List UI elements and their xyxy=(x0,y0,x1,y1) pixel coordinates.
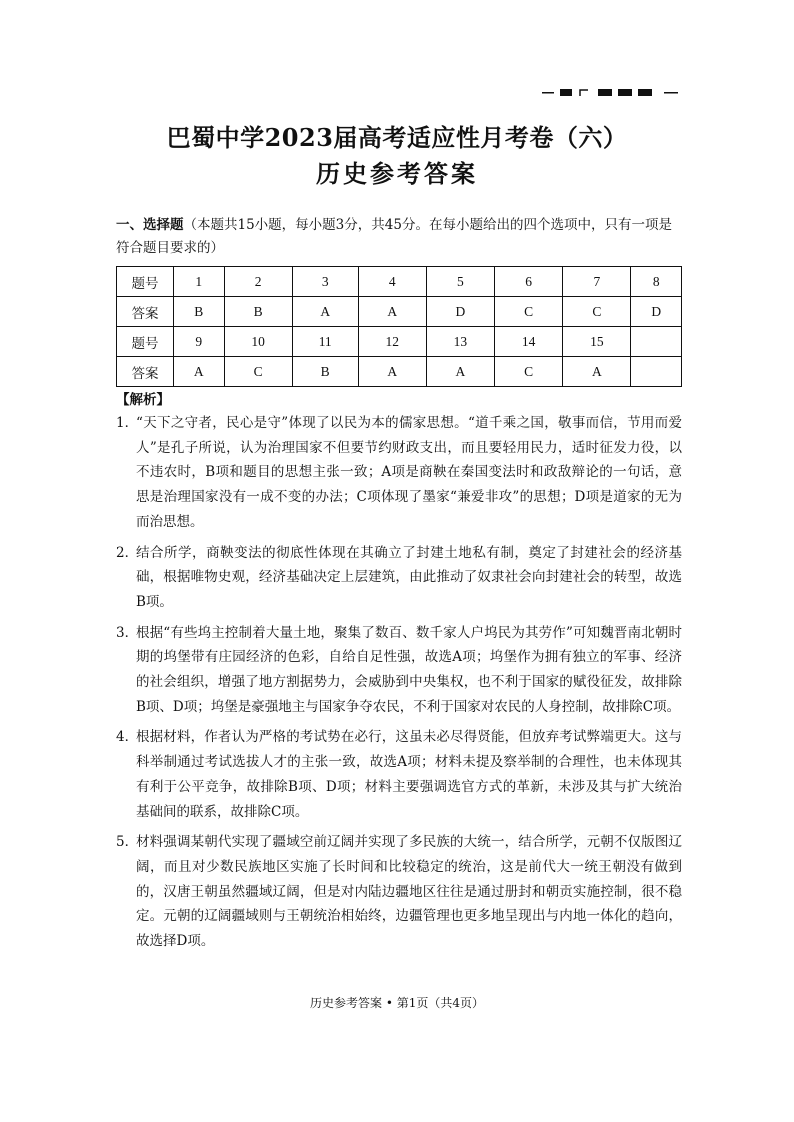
item-text: 材料强调某朝代实现了疆域空前辽阔并实现了多民族的大统一，结合所学，元朝不仅版图辽阔，而且对少数民族地区实施了长时间和比较稳定的统治，这是前代大一统王朝没有做到的，汉唐王朝虽然疆域辽阔，但是对内陆边疆地区往往是通过册封和朝贡实施控制，很不稳定。元朝的辽阔疆域则与王朝统治相始终，边疆管理也更多地呈现出与内地一体化的趋向，故选择D项。 xyxy=(136,834,682,950)
section-description: （本题共15小题，每小题3分，共45分。在每小题给出的四个选项中，只有一项是符合题目要求的） xyxy=(116,217,672,256)
table-cell: A xyxy=(174,357,225,387)
table-cell: 12 xyxy=(358,327,426,357)
barcode-mark xyxy=(542,86,682,98)
table-cell: 1 xyxy=(174,267,225,297)
table-cell: A xyxy=(563,357,631,387)
table-cell: C xyxy=(495,297,563,327)
item-text: 结合所学，商鞅变法的彻底性体现在其确立了封建土地私有制，奠定了封建社会的经济基础，根据唯物史观，经济基础决定上层建筑，由此推动了奴隶社会向封建社会的转型，故选B项。 xyxy=(136,544,682,610)
analysis-item xyxy=(116,830,682,954)
table-cell xyxy=(631,357,682,387)
table-cell: 2 xyxy=(224,267,292,297)
item-number: 4． xyxy=(116,729,139,746)
item-number: 1． xyxy=(116,415,139,431)
document-title: 巴蜀中学2023届高考适应性月考卷（六） xyxy=(166,123,628,152)
table-cell: 13 xyxy=(426,327,494,357)
row-header: 题号 xyxy=(117,267,174,297)
analysis-item xyxy=(116,725,682,824)
answer-row xyxy=(117,297,682,327)
table-cell: 6 xyxy=(495,267,563,297)
answer-row xyxy=(117,357,682,387)
item-text: “天下之守者，民心是守”体现了以民为本的儒家思想。“道千乘之国，敬事而信，节用而爱人”是孔子所说，认为治理国家不但要节约财政支出，而且要轻用民力，适时征发力役，以不违农时，B项和题目的思想主张一致；A项是商鞅在秦国变法时和政敌辩论的一句话，意思是治理国家没有一成不变的办法；C项体现了墨家“兼爱非攻”的思想；D项是道家的无为而治思想。 xyxy=(136,415,682,530)
table-cell: A xyxy=(292,297,358,327)
table-cell: A xyxy=(426,357,494,387)
item-number: 3． xyxy=(116,624,139,641)
row-header: 题号 xyxy=(117,327,174,357)
section-intro xyxy=(116,214,682,260)
item-text: 根据材料，作者认为严格的考试势在必行，这虽未必尽得贤能，但放弃考试弊端更大。这与科举制通过考试选拔人才的主张一致，故选A项；材料未提及察举制的合理性，也未体现其有利于公平竞争，故排除B项、D项；材料主要强调选官方式的革新，未涉及其与扩大统治基础间的联系，故排除C项。 xyxy=(136,729,682,820)
document-subtitle: 历史参考答案 xyxy=(316,159,478,188)
item-number: 2． xyxy=(116,544,139,561)
table-cell: 7 xyxy=(563,267,631,297)
table-cell: 14 xyxy=(495,327,563,357)
table-cell: 15 xyxy=(563,327,631,357)
row-header: 答案 xyxy=(117,297,174,327)
table-cell: 11 xyxy=(292,327,358,357)
analysis-list xyxy=(116,411,682,960)
table-cell xyxy=(631,327,682,357)
table-cell: 8 xyxy=(631,267,682,297)
table-cell: 4 xyxy=(358,267,426,297)
table-cell: A xyxy=(358,357,426,387)
table-cell: 3 xyxy=(292,267,358,297)
table-cell: C xyxy=(495,357,563,387)
table-cell: B xyxy=(224,297,292,327)
analysis-item xyxy=(116,411,682,535)
table-cell: 5 xyxy=(426,267,494,297)
question-number-row xyxy=(117,327,682,357)
table-cell: C xyxy=(224,357,292,387)
table-cell: C xyxy=(563,297,631,327)
question-number-row xyxy=(117,267,682,297)
table-cell: 10 xyxy=(224,327,292,357)
table-cell: 9 xyxy=(174,327,225,357)
analysis-item xyxy=(116,541,682,615)
item-text: 根据“有些坞主控制着大量土地，聚集了数百、数千家人户坞民为其劳作”可知魏晋南北朝时期的坞堡带有庄园经济的色彩，自给自足性强，故选A项；坞堡作为拥有独立的军事、经济的社会组织，增强了地方割据势力，会威胁到中央集权，也不利于国家的赋役征发，故排除B项、D项；坞堡是豪强地主与国家争夺农民，不利于国家对农民的人身控制，故排除C项。 xyxy=(136,624,682,715)
table-cell: B xyxy=(292,357,358,387)
table-cell: A xyxy=(358,297,426,327)
table-cell: B xyxy=(174,297,225,327)
analysis-heading: 【解析】 xyxy=(116,392,170,408)
page-footer: 历史参考答案 • 第1页（共4页） xyxy=(310,996,484,1010)
answer-table xyxy=(116,266,682,387)
item-number: 5． xyxy=(116,834,139,851)
row-header: 答案 xyxy=(117,357,174,387)
analysis-item xyxy=(116,621,682,720)
table-cell: D xyxy=(426,297,494,327)
section-heading: 一、选择题 xyxy=(116,217,184,233)
table-cell: D xyxy=(631,297,682,327)
